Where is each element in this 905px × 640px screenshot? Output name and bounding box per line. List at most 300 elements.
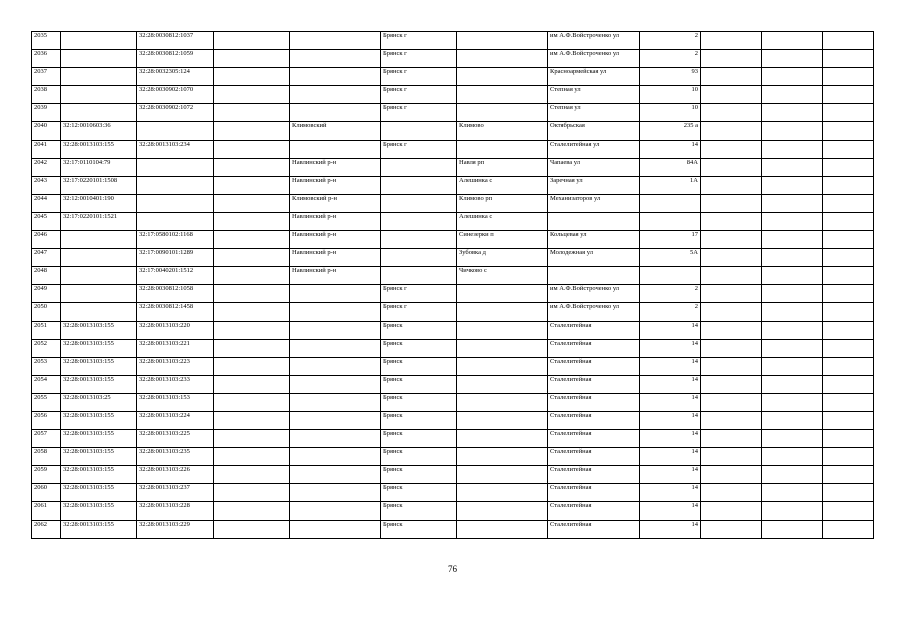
table-cell-house — [640, 212, 701, 230]
table-cell-cadastral-number — [137, 176, 214, 194]
table-cell-settlement — [457, 520, 548, 538]
table-cell-district — [290, 68, 381, 86]
table-cell-extra-2 — [762, 303, 823, 321]
table-cell-extra-1 — [701, 158, 762, 176]
table-cell-col-blank-1 — [214, 122, 290, 140]
table-cell-district — [290, 411, 381, 429]
table-cell-row-no: 2038 — [32, 86, 61, 104]
table-cell-extra-3 — [823, 303, 874, 321]
table-cell-district — [290, 285, 381, 303]
table-cell-settlement: Алешинка с — [457, 176, 548, 194]
table-cell-cadastral-parent — [61, 303, 137, 321]
table-cell-extra-1 — [701, 68, 762, 86]
table-cell-city: Брянск — [381, 484, 457, 502]
table-cell-city: Брянск г — [381, 86, 457, 104]
table-cell-cadastral-parent — [61, 32, 137, 50]
table-cell-settlement — [457, 339, 548, 357]
table-cell-cadastral-number: 32:28:0013103:226 — [137, 466, 214, 484]
table-cell-cadastral-number: 32:28:0032305:124 — [137, 68, 214, 86]
table-row — [32, 430, 874, 448]
table-cell-col-blank-1 — [214, 249, 290, 267]
table-cell-extra-1 — [701, 122, 762, 140]
table-cell-city: Брянск — [381, 411, 457, 429]
table-cell-house: 14 — [640, 140, 701, 158]
table-cell-extra-1 — [701, 502, 762, 520]
table-cell-street: им А.Ф.Войстроченко ул — [548, 50, 640, 68]
table-cell-district — [290, 50, 381, 68]
table-cell-col-blank-1 — [214, 357, 290, 375]
table-cell-cadastral-number: 32:17:0090101:1289 — [137, 249, 214, 267]
table-cell-extra-3 — [823, 50, 874, 68]
table-cell-extra-2 — [762, 285, 823, 303]
table-cell-extra-2 — [762, 194, 823, 212]
table-cell-street: Молодежная ул — [548, 249, 640, 267]
table-cell-street: Сталелитейная ул — [548, 140, 640, 158]
table-cell-extra-3 — [823, 357, 874, 375]
table-cell-extra-3 — [823, 393, 874, 411]
table-cell-house: 2 — [640, 50, 701, 68]
table-cell-cadastral-parent: 32:12:0010401:190 — [61, 194, 137, 212]
table-cell-house: 14 — [640, 466, 701, 484]
table-cell-house: 1А — [640, 176, 701, 194]
table-cell-row-no: 2051 — [32, 321, 61, 339]
table-cell-street: Чапаева ул — [548, 158, 640, 176]
table-cell-extra-3 — [823, 411, 874, 429]
table-cell-row-no: 2037 — [32, 68, 61, 86]
table-body — [32, 32, 874, 539]
table-cell-extra-3 — [823, 502, 874, 520]
table-cell-settlement — [457, 68, 548, 86]
table-cell-district — [290, 86, 381, 104]
table-cell-street: им А.Ф.Войстроченко ул — [548, 32, 640, 50]
table-cell-extra-3 — [823, 231, 874, 249]
table-cell-house: 14 — [640, 357, 701, 375]
table-cell-district: Климовский — [290, 122, 381, 140]
table-cell-city: Брянск — [381, 466, 457, 484]
table-cell-cadastral-parent: 32:28:0013103:155 — [61, 448, 137, 466]
table-cell-cadastral-number: 32:28:0013103:228 — [137, 502, 214, 520]
table-cell-extra-3 — [823, 176, 874, 194]
table-cell-col-blank-1 — [214, 176, 290, 194]
table-cell-extra-3 — [823, 520, 874, 538]
table-cell-col-blank-1 — [214, 303, 290, 321]
table-cell-street: Степная ул — [548, 104, 640, 122]
table-cell-settlement — [457, 484, 548, 502]
table-cell-city: Брянск — [381, 520, 457, 538]
table-cell-extra-3 — [823, 104, 874, 122]
table-cell-house: 14 — [640, 393, 701, 411]
table-cell-settlement — [457, 285, 548, 303]
table-cell-district: Климовский р-н — [290, 194, 381, 212]
table-cell-city: Брянск г — [381, 285, 457, 303]
table-row — [32, 267, 874, 285]
table-cell-row-no: 2062 — [32, 520, 61, 538]
table-cell-street: Сталелитейная — [548, 375, 640, 393]
table-cell-extra-3 — [823, 285, 874, 303]
table-row — [32, 484, 874, 502]
table-cell-extra-2 — [762, 212, 823, 230]
table-cell-street: Степная ул — [548, 86, 640, 104]
table-cell-col-blank-1 — [214, 32, 290, 50]
table-cell-street: Заречная ул — [548, 176, 640, 194]
table-cell-district: Навлинский р-н — [290, 212, 381, 230]
table-row — [32, 122, 874, 140]
table-cell-extra-2 — [762, 375, 823, 393]
table-cell-house: 2 — [640, 32, 701, 50]
table-cell-street: им А.Ф.Войстроченко ул — [548, 303, 640, 321]
table-cell-extra-3 — [823, 140, 874, 158]
table-cell-district — [290, 466, 381, 484]
table-cell-extra-3 — [823, 249, 874, 267]
table-cell-cadastral-number: 32:28:0030902:1070 — [137, 86, 214, 104]
table-cell-city: Брянск г — [381, 32, 457, 50]
table-cell-extra-1 — [701, 411, 762, 429]
table-cell-settlement: Чичково с — [457, 267, 548, 285]
table-cell-cadastral-parent — [61, 104, 137, 122]
table-cell-extra-3 — [823, 484, 874, 502]
table-cell-city — [381, 122, 457, 140]
table-cell-settlement: Зубовка д — [457, 249, 548, 267]
table-cell-house: 93 — [640, 68, 701, 86]
table-cell-settlement — [457, 430, 548, 448]
table-cell-extra-1 — [701, 448, 762, 466]
table-cell-extra-2 — [762, 86, 823, 104]
table-cell-cadastral-number: 32:28:0013103:224 — [137, 411, 214, 429]
table-cell-extra-1 — [701, 285, 762, 303]
table-cell-extra-3 — [823, 32, 874, 50]
table-cell-extra-1 — [701, 430, 762, 448]
property-register-table — [31, 31, 874, 539]
table-cell-extra-1 — [701, 249, 762, 267]
table-cell-district: Навлинский р-н — [290, 176, 381, 194]
table-cell-street: Сталелитейная — [548, 502, 640, 520]
table-cell-house: 84А — [640, 158, 701, 176]
table-cell-extra-2 — [762, 158, 823, 176]
table-cell-row-no: 2049 — [32, 285, 61, 303]
table-cell-col-blank-1 — [214, 285, 290, 303]
table-cell-street: Сталелитейная — [548, 339, 640, 357]
table-cell-settlement — [457, 357, 548, 375]
table-cell-settlement — [457, 502, 548, 520]
table-cell-extra-2 — [762, 140, 823, 158]
table-row — [32, 104, 874, 122]
table-cell-street: Красноармейская ул — [548, 68, 640, 86]
table-cell-col-blank-1 — [214, 68, 290, 86]
table-cell-house: 14 — [640, 520, 701, 538]
table-cell-col-blank-1 — [214, 339, 290, 357]
table-cell-city: Брянск — [381, 357, 457, 375]
table-cell-cadastral-parent — [61, 50, 137, 68]
table-cell-cadastral-number: 32:28:0013103:220 — [137, 321, 214, 339]
table-cell-extra-3 — [823, 375, 874, 393]
table-cell-cadastral-parent: 32:28:0013103:155 — [61, 520, 137, 538]
table-cell-extra-2 — [762, 411, 823, 429]
table-cell-col-blank-1 — [214, 393, 290, 411]
table-cell-cadastral-parent: 32:28:0013103:155 — [61, 430, 137, 448]
table-cell-cadastral-number — [137, 158, 214, 176]
table-cell-cadastral-parent: 32:28:0013103:155 — [61, 375, 137, 393]
table-cell-extra-3 — [823, 212, 874, 230]
table-cell-city: Брянск — [381, 430, 457, 448]
table-cell-settlement: Алешинка с — [457, 212, 548, 230]
page-number: 76 — [448, 564, 457, 574]
table-cell-settlement — [457, 86, 548, 104]
table-cell-extra-1 — [701, 303, 762, 321]
table-row — [32, 502, 874, 520]
table-cell-extra-3 — [823, 448, 874, 466]
table-cell-house: 14 — [640, 375, 701, 393]
table-cell-extra-1 — [701, 140, 762, 158]
table-cell-district — [290, 520, 381, 538]
table-cell-cadastral-parent: 32:28:0013103:155 — [61, 140, 137, 158]
table-cell-cadastral-number: 32:28:0030812:1458 — [137, 303, 214, 321]
table-cell-district: Навлинский р-н — [290, 249, 381, 267]
table-row — [32, 231, 874, 249]
table-cell-row-no: 2054 — [32, 375, 61, 393]
table-cell-settlement: Навля рп — [457, 158, 548, 176]
table-cell-house: 2 — [640, 303, 701, 321]
table-cell-settlement — [457, 448, 548, 466]
table-row — [32, 249, 874, 267]
table-cell-city — [381, 231, 457, 249]
table-cell-district — [290, 104, 381, 122]
table-cell-extra-1 — [701, 321, 762, 339]
table-row — [32, 50, 874, 68]
table-cell-extra-3 — [823, 194, 874, 212]
table-cell-col-blank-1 — [214, 321, 290, 339]
table-cell-col-blank-1 — [214, 411, 290, 429]
table-cell-cadastral-number: 32:28:0013103:153 — [137, 393, 214, 411]
table-cell-col-blank-1 — [214, 50, 290, 68]
table-row — [32, 176, 874, 194]
table-cell-extra-1 — [701, 375, 762, 393]
table-cell-row-no: 2052 — [32, 339, 61, 357]
table-cell-extra-1 — [701, 520, 762, 538]
table-cell-street — [548, 267, 640, 285]
table-cell-house — [640, 267, 701, 285]
table-cell-row-no: 2041 — [32, 140, 61, 158]
table-cell-extra-1 — [701, 339, 762, 357]
table-cell-cadastral-number: 32:17:0040201:1512 — [137, 267, 214, 285]
table-cell-row-no: 2036 — [32, 50, 61, 68]
table-cell-cadastral-number: 32:28:0013103:229 — [137, 520, 214, 538]
table-cell-cadastral-parent: 32:17:0110104:79 — [61, 158, 137, 176]
table-cell-street: Сталелитейная — [548, 411, 640, 429]
table-cell-col-blank-1 — [214, 520, 290, 538]
table-cell-cadastral-number: 32:28:0013103:235 — [137, 448, 214, 466]
table-cell-house: 235 а — [640, 122, 701, 140]
table-cell-street: Сталелитейная — [548, 430, 640, 448]
table-cell-house: 14 — [640, 448, 701, 466]
table-cell-extra-1 — [701, 484, 762, 502]
table-cell-cadastral-number: 32:28:0013103:225 — [137, 430, 214, 448]
table-cell-settlement — [457, 466, 548, 484]
table-cell-city: Брянск — [381, 321, 457, 339]
table-cell-settlement — [457, 411, 548, 429]
table-cell-cadastral-number: 32:28:0030812:1037 — [137, 32, 214, 50]
table-row — [32, 357, 874, 375]
table-cell-district — [290, 393, 381, 411]
table-cell-house: 2 — [640, 285, 701, 303]
table-cell-extra-2 — [762, 32, 823, 50]
table-cell-col-blank-1 — [214, 194, 290, 212]
table-cell-settlement — [457, 321, 548, 339]
table-cell-col-blank-1 — [214, 267, 290, 285]
table-row — [32, 520, 874, 538]
table-cell-col-blank-1 — [214, 430, 290, 448]
table-cell-row-no: 2040 — [32, 122, 61, 140]
table-row — [32, 194, 874, 212]
table-cell-cadastral-parent: 32:28:0013103:155 — [61, 502, 137, 520]
table-cell-street: Сталелитейная — [548, 357, 640, 375]
table-cell-extra-1 — [701, 104, 762, 122]
table-cell-row-no: 2047 — [32, 249, 61, 267]
table-cell-city: Брянск — [381, 502, 457, 520]
table-cell-extra-2 — [762, 357, 823, 375]
table-cell-city: Брянск — [381, 375, 457, 393]
table-cell-row-no: 2044 — [32, 194, 61, 212]
table-cell-row-no: 2053 — [32, 357, 61, 375]
table-cell-extra-3 — [823, 122, 874, 140]
table-cell-extra-3 — [823, 321, 874, 339]
table-cell-row-no: 2050 — [32, 303, 61, 321]
table-cell-cadastral-parent: 32:12:0010603:36 — [61, 122, 137, 140]
table-cell-cadastral-number: 32:28:0030812:1059 — [137, 50, 214, 68]
table-cell-extra-2 — [762, 393, 823, 411]
table-cell-cadastral-parent: 32:28:0013103:155 — [61, 321, 137, 339]
table-cell-extra-3 — [823, 339, 874, 357]
table-cell-cadastral-number: 32:28:0030902:1072 — [137, 104, 214, 122]
table-cell-district — [290, 357, 381, 375]
table-cell-house: 14 — [640, 321, 701, 339]
table-cell-city: Брянск г — [381, 68, 457, 86]
table-cell-extra-1 — [701, 176, 762, 194]
table-cell-col-blank-1 — [214, 502, 290, 520]
table-cell-settlement: Синезерки п — [457, 231, 548, 249]
table-cell-extra-1 — [701, 50, 762, 68]
table-cell-row-no: 2056 — [32, 411, 61, 429]
table-cell-street: Сталелитейная — [548, 484, 640, 502]
table-cell-cadastral-number: 32:17:0580102:1168 — [137, 231, 214, 249]
table-cell-city: Брянск — [381, 393, 457, 411]
table-cell-cadastral-number — [137, 194, 214, 212]
table-cell-house — [640, 194, 701, 212]
table-row — [32, 321, 874, 339]
table-cell-row-no: 2058 — [32, 448, 61, 466]
table-cell-extra-1 — [701, 267, 762, 285]
table-cell-district — [290, 303, 381, 321]
table-cell-cadastral-parent — [61, 86, 137, 104]
table-cell-district — [290, 321, 381, 339]
table-cell-district: Навлинский р-н — [290, 267, 381, 285]
table-cell-row-no: 2039 — [32, 104, 61, 122]
table-cell-cadastral-number: 32:28:0013103:223 — [137, 357, 214, 375]
table-cell-row-no: 2046 — [32, 231, 61, 249]
table-row — [32, 448, 874, 466]
table-cell-extra-1 — [701, 32, 762, 50]
table-cell-col-blank-1 — [214, 104, 290, 122]
table-row — [32, 285, 874, 303]
table-cell-house: 17 — [640, 231, 701, 249]
table-cell-extra-2 — [762, 267, 823, 285]
table-cell-extra-2 — [762, 430, 823, 448]
table-cell-cadastral-parent — [61, 285, 137, 303]
table-cell-street: Механизаторов ул — [548, 194, 640, 212]
table-cell-district: Навлинский р-н — [290, 158, 381, 176]
table-cell-row-no: 2042 — [32, 158, 61, 176]
table-row — [32, 303, 874, 321]
table-cell-house: 5А — [640, 249, 701, 267]
table-cell-house: 14 — [640, 430, 701, 448]
table-cell-extra-2 — [762, 502, 823, 520]
table-cell-cadastral-number: 32:28:0013103:221 — [137, 339, 214, 357]
table-cell-extra-1 — [701, 194, 762, 212]
table-cell-cadastral-parent: 32:28:0013103:155 — [61, 357, 137, 375]
table-cell-row-no: 2035 — [32, 32, 61, 50]
table-row — [32, 466, 874, 484]
table-cell-settlement — [457, 140, 548, 158]
table-cell-extra-2 — [762, 448, 823, 466]
table-cell-col-blank-1 — [214, 466, 290, 484]
table-cell-extra-1 — [701, 466, 762, 484]
table-cell-settlement: Климово рп — [457, 194, 548, 212]
table-cell-extra-2 — [762, 249, 823, 267]
table-cell-city: Брянск г — [381, 303, 457, 321]
table-row — [32, 32, 874, 50]
table-cell-extra-1 — [701, 86, 762, 104]
table-cell-row-no: 2048 — [32, 267, 61, 285]
table-cell-extra-2 — [762, 520, 823, 538]
table-row — [32, 68, 874, 86]
table-cell-cadastral-parent — [61, 231, 137, 249]
table-row — [32, 158, 874, 176]
table-cell-extra-3 — [823, 466, 874, 484]
table-cell-extra-2 — [762, 339, 823, 357]
table-cell-col-blank-1 — [214, 140, 290, 158]
table-cell-house: 10 — [640, 104, 701, 122]
table-cell-cadastral-parent: 32:17:0220101:1508 — [61, 176, 137, 194]
table-cell-city — [381, 176, 457, 194]
table-cell-street: Сталелитейная — [548, 448, 640, 466]
table-cell-cadastral-parent: 32:28:0013103:155 — [61, 411, 137, 429]
table-cell-col-blank-1 — [214, 375, 290, 393]
table-cell-district — [290, 448, 381, 466]
table-cell-street: Сталелитейная — [548, 466, 640, 484]
table-cell-row-no: 2043 — [32, 176, 61, 194]
table-cell-cadastral-parent — [61, 267, 137, 285]
table-cell-extra-1 — [701, 212, 762, 230]
table-cell-col-blank-1 — [214, 484, 290, 502]
table-cell-extra-2 — [762, 50, 823, 68]
table-cell-street: Сталелитейная — [548, 393, 640, 411]
table-cell-extra-2 — [762, 122, 823, 140]
table-cell-street: Сталелитейная — [548, 321, 640, 339]
table-cell-house: 14 — [640, 411, 701, 429]
table-cell-extra-2 — [762, 231, 823, 249]
table-cell-house: 14 — [640, 484, 701, 502]
table-cell-city: Брянск г — [381, 50, 457, 68]
table-cell-cadastral-number — [137, 122, 214, 140]
table-cell-cadastral-parent: 32:28:0013103:25 — [61, 393, 137, 411]
table-cell-extra-2 — [762, 466, 823, 484]
table-row — [32, 140, 874, 158]
table-cell-cadastral-number: 32:28:0030812:1058 — [137, 285, 214, 303]
table-cell-extra-3 — [823, 86, 874, 104]
table-cell-col-blank-1 — [214, 158, 290, 176]
table-cell-settlement — [457, 104, 548, 122]
table-row — [32, 212, 874, 230]
table-row — [32, 339, 874, 357]
